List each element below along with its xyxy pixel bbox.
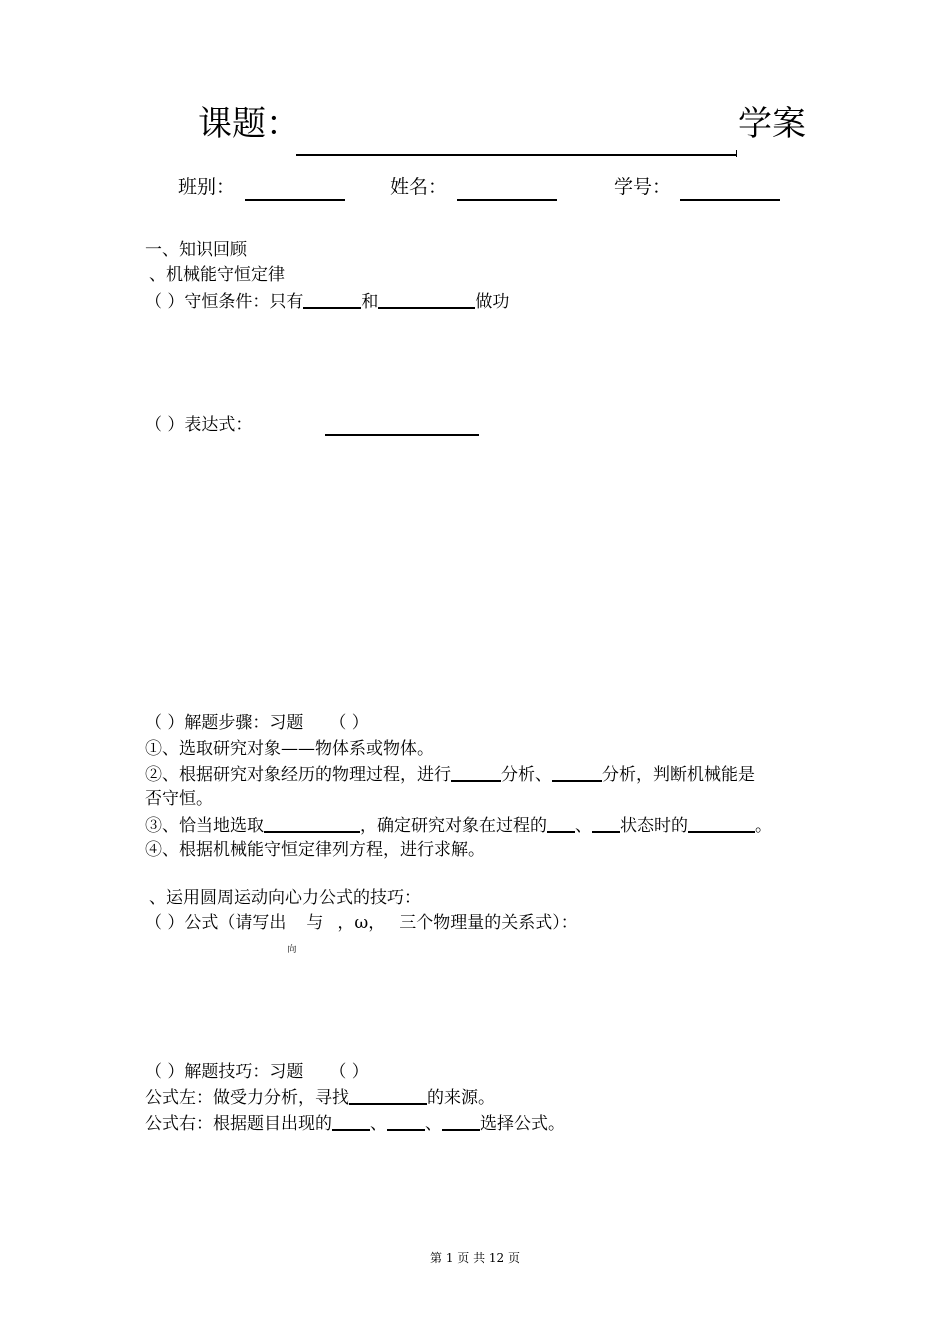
step-2-blank-1[interactable] <box>451 764 501 782</box>
title-suffix: 学案 <box>738 104 806 144</box>
step-2-text-c: 分析，判断机械能是 <box>602 765 755 785</box>
expression-label: （ ）表达式： <box>145 415 253 435</box>
formula-text-a: （ ）公式（请写出 <box>145 913 287 933</box>
class-label: 班别： <box>178 176 236 198</box>
step-3-blank-2[interactable] <box>547 815 575 833</box>
formula-right-text-b: 选择公式。 <box>480 1114 565 1134</box>
page-number: 第 1 页 共 12 页 <box>430 1251 520 1265</box>
formula-right-blank-1[interactable] <box>332 1113 370 1131</box>
step-3-line <box>145 815 772 836</box>
tips-paren: （ ） <box>329 1062 369 1082</box>
condition-blank-1[interactable] <box>303 291 361 309</box>
id-label: 学号： <box>614 176 672 198</box>
step-1: ①、选取研究对象——物体系或物体。 <box>145 739 434 759</box>
steps-paren: （ ） <box>329 713 369 733</box>
step-3-text-c: 、 <box>575 816 592 836</box>
step-2-line <box>145 764 755 785</box>
step-2-blank-2[interactable] <box>552 764 602 782</box>
step-3-blank-1[interactable] <box>264 815 360 833</box>
steps-label: （ ）解题步骤：习题 <box>145 713 304 733</box>
formula-right-sep-2: 、 <box>425 1114 442 1134</box>
step-2-cont: 否守恒。 <box>145 789 213 809</box>
step-3-blank-4[interactable] <box>688 815 755 833</box>
condition-prefix: （ ）守恒条件：只有 <box>145 292 304 312</box>
section2-sub2: 、运用圆周运动向心力公式的技巧： <box>149 888 421 908</box>
section1-sub1: 、机械能守恒定律 <box>149 265 285 285</box>
step-3-text-a: ③、恰当地选取 <box>145 816 264 836</box>
step-2-text-b: 分析、 <box>501 765 552 785</box>
name-label: 姓名： <box>390 176 448 198</box>
condition-and: 和 <box>361 292 379 312</box>
step-3-text-d: 状态时的 <box>620 816 688 836</box>
formula-left-text-a: 公式左：做受力分析，寻找 <box>145 1088 349 1108</box>
formula-text-c: ，ω， <box>337 913 386 933</box>
formula-subscript: 向 <box>287 945 297 955</box>
formula-line <box>145 913 578 955</box>
formula-left-text-b: 的来源。 <box>427 1088 495 1108</box>
name-field[interactable] <box>457 199 557 201</box>
formula-text-d: 三个物理量的关系式）： <box>399 913 578 933</box>
formula-text-b: 与 <box>306 913 324 933</box>
title-blank[interactable] <box>296 154 737 156</box>
step-3-text-b: ，确定研究对象在过程的 <box>360 816 547 836</box>
step-4: ④、根据机械能守恒定律列方程，进行求解。 <box>145 840 485 860</box>
tips-line <box>145 1062 369 1082</box>
tips-label: （ ）解题技巧：习题 <box>145 1062 304 1082</box>
formula-right-text-a: 公式右：根据题目出现的 <box>145 1114 332 1134</box>
formula-left-blank[interactable] <box>349 1087 427 1105</box>
formula-right-blank-2[interactable] <box>387 1113 425 1131</box>
formula-left-line <box>145 1087 495 1108</box>
steps-line <box>145 713 369 733</box>
id-field[interactable] <box>680 199 780 201</box>
title-label: 课题： <box>198 104 300 144</box>
formula-right-sep-1: 、 <box>370 1114 387 1134</box>
step-3-blank-3[interactable] <box>592 815 620 833</box>
step-3-text-e: 。 <box>755 816 772 836</box>
formula-right-blank-3[interactable] <box>442 1113 480 1131</box>
title-blank-tick <box>736 150 737 157</box>
section1-heading: 一、知识回顾 <box>145 240 247 260</box>
condition-blank-2[interactable] <box>378 291 475 309</box>
formula-right-line <box>145 1113 565 1134</box>
condition-line <box>145 291 509 312</box>
expression-blank[interactable] <box>325 434 479 436</box>
condition-suffix: 做功 <box>475 292 510 312</box>
step-2-text-a: ②、根据研究对象经历的物理过程，进行 <box>145 765 451 785</box>
class-field[interactable] <box>245 199 345 201</box>
